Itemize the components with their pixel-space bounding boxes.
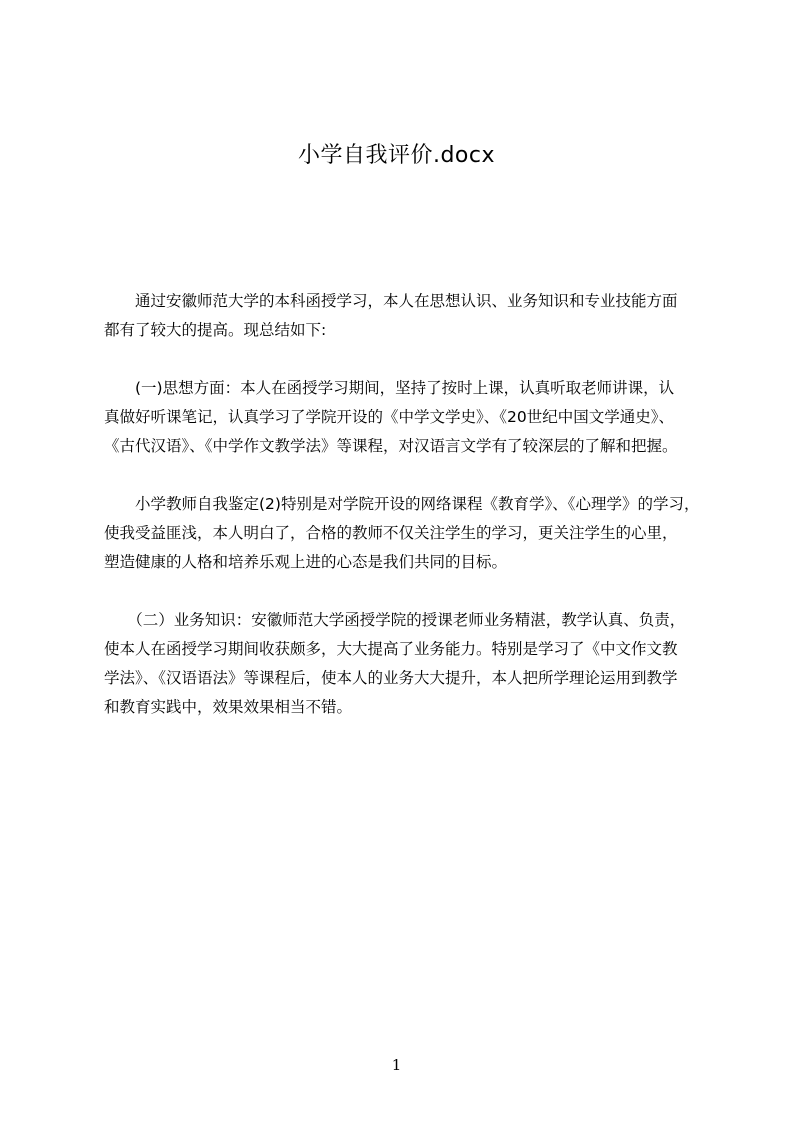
paragraph-4	[104, 606, 724, 722]
paragraph-3	[104, 490, 724, 577]
paragraph-2	[104, 374, 724, 461]
paragraph-spacer	[104, 577, 724, 606]
text-line: 通过安徽师范大学的本科函授学习，本人在思想认识、业务知识和专业技能方面	[104, 292, 678, 310]
text-line: 使本人在函授学习期间收获颇多，大大提高了业务能力。特别是学习了《中文作文教	[104, 640, 678, 658]
text-line: 塑造健康的人格和培养乐观上进的心态是我们共同的目标。	[104, 553, 508, 571]
document-body	[104, 287, 724, 722]
paragraph-spacer	[104, 345, 724, 374]
text-line: （二）业务知识：安徽师范大学函授学院的授课老师业务精湛，教学认真、负责，	[104, 611, 686, 629]
document-title: 小学自我评价.docx	[297, 143, 496, 168]
text-line: 都有了较大的提高。现总结如下:	[104, 321, 327, 339]
paragraph-1	[104, 287, 724, 345]
text-line: 小学教师自我鉴定(2)特别是对学院开设的网络课程《教育学》、《心理学》的学习，	[104, 495, 700, 513]
paragraph-spacer	[104, 461, 724, 490]
text-line: 学法》、《汉语语法》等课程后，使本人的业务大大提升，本人把所学理论运用到教学	[104, 669, 678, 687]
text-line: 和教育实践中，效果效果相当不错。	[104, 698, 353, 716]
page-number: 1	[391, 1056, 402, 1074]
text-line: 真做好听课笔记，认真学习了学院开设的《中学文学史》、《20世纪中国文学通史》、	[104, 408, 674, 426]
text-line: 《古代汉语》、《中学作文教学法》等课程，对汉语言文学有了较深层的了解和把握。	[104, 437, 678, 455]
text-line: (一)思想方面：本人在函授学习期间，坚持了按时上课，认真听取老师讲课，认	[104, 379, 675, 397]
text-line: 使我受益匪浅，本人明白了，合格的教师不仅关注学生的学习，更关注学生的心里，	[104, 524, 678, 542]
